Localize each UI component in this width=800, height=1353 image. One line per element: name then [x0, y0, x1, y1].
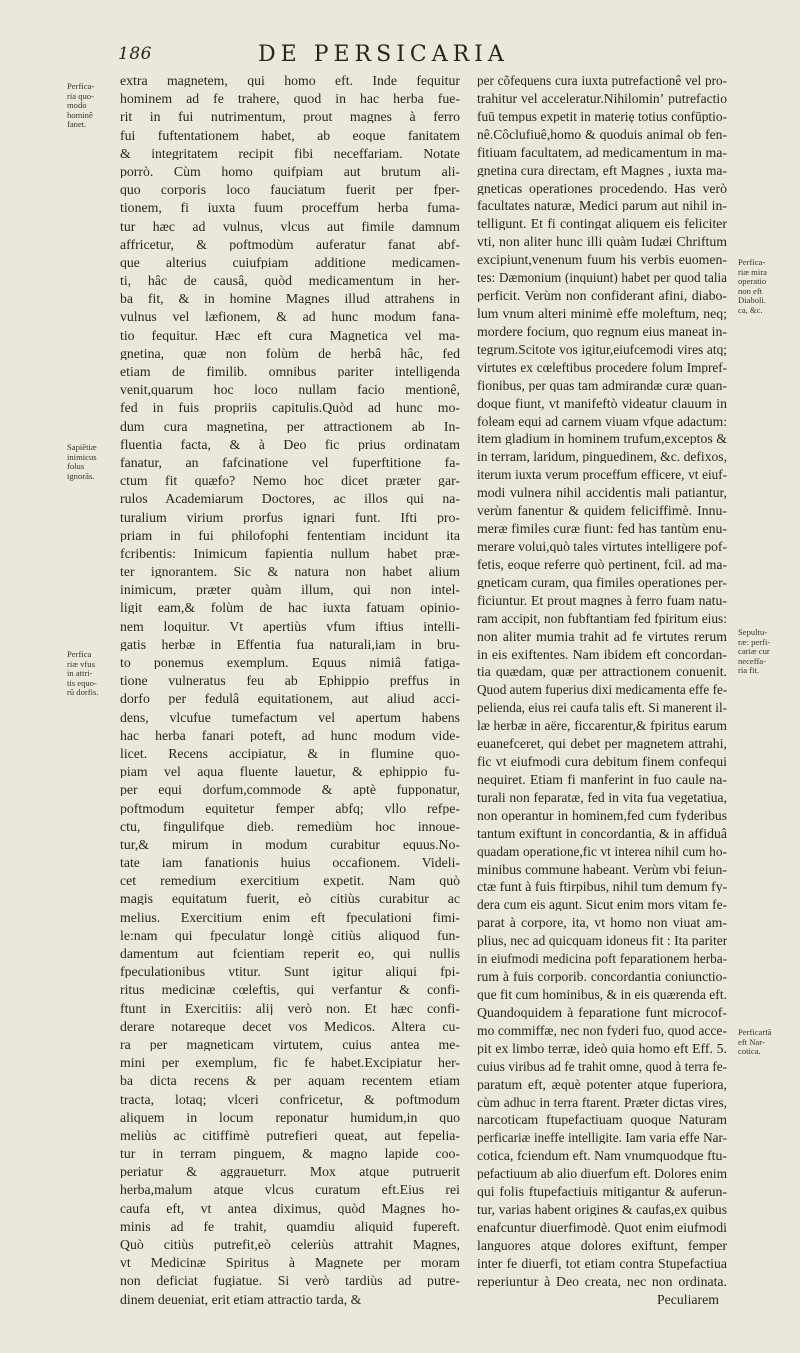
text-line: que alterius cuiufpiam additione medicamen-: [120, 255, 460, 269]
text-line: tur, varias habent origines & caufas,ex quibus: [477, 1203, 727, 1217]
text-line: gnetina cura directam, eft Magnes , iuxta ma-: [477, 163, 727, 177]
text-line: priam in fui philofophi fententiam incidunt ita: [120, 528, 460, 542]
text-line: pefactiuum ab alio diuerfum eft. Dolores enim: [477, 1167, 727, 1181]
text-line: tegrum.Scitote vos igitur,eiufcemodi vires atq;: [477, 342, 727, 356]
text-line: piam vel aqua fluente lauetur, & ephippio fu-: [120, 765, 460, 779]
text-line: fitiuam facultatem, ad medicamentum in ma-: [477, 145, 727, 159]
text-line: per equi dorfum,commode & aptè fupponatur,: [120, 783, 460, 797]
text-line: fetis, eoque referre quò pertinent, fcil. ad ma-: [477, 557, 727, 571]
margin-note-line: Sepultu-: [738, 627, 768, 637]
text-line: ba fit, & in homine Magnes illud attrahens in: [120, 292, 460, 306]
text-line: rulos Academiarum Doctores, ac illos qui na-: [120, 492, 460, 506]
text-line: doque fiunt, vt manifeftò videatur clauum in: [477, 396, 727, 410]
text-line: ftunt in Exercitiis: alij verò non. Et hæc confi-: [120, 1001, 460, 1015]
text-line: ba dicta recens & per aquam recentem etiam: [120, 1074, 460, 1088]
text-line: tantum exiftunt in concordantia, & in affiduâ: [477, 826, 727, 840]
margin-note-line: ræ: perfi-: [738, 636, 771, 647]
text-line: melius. Exercitium enim eft fpeculationi fimi-: [120, 910, 460, 924]
text-line: ficiuntur. Et prout magnes à ferro fuam natu-: [477, 593, 727, 607]
margin-note-line: Perficarīā: [738, 1027, 772, 1037]
text-line: cet remedium exercitium expetit. Nam quò: [120, 874, 460, 888]
text-line: dens, vlcufue tumefactum vel apertum habens: [120, 710, 460, 724]
text-line: meræ fimiles curæ fiunt: fed has tantùm enu-: [477, 522, 727, 536]
text-line: hominem ad fe trahere, quod in hac herba fue-: [120, 92, 460, 106]
text-line: tur hæc ad vulnus, vlcus aut fimile damnum: [120, 219, 460, 233]
text-line: perficariæ ineffe intelligite. Iam varia effe Nar-: [477, 1131, 727, 1145]
margin-note-line: folus: [67, 461, 85, 472]
page-header: [0, 42, 800, 72]
text-line: inimicum, præter quàm illum, qui non intel-: [120, 583, 460, 597]
text-line: tio fequitur. Hæc eft cura Magnetica vel ma-: [120, 328, 460, 342]
text-line: tate iam fanationis huius occafionem. Videli-: [120, 856, 460, 870]
text-line: dinem deueniat, erit etiam attractio tarda, &: [120, 1292, 362, 1306]
text-line: in eiufmodi medicina poft feparationem herba-: [477, 952, 727, 966]
text-line: nequiret. Etiam fi manferint in fuo caule na-: [477, 772, 727, 786]
text-line: non deficiat fugiatue. Si verò tardiùs ad putre-: [120, 1274, 460, 1288]
text-line: tracta, lotaq; vlceri confricetur, & poftmodum: [120, 1092, 460, 1106]
text-line: lum vnum alteri minimè effe moleftum, neq;: [477, 306, 727, 320]
left-margin-note: [67, 650, 119, 698]
text-line: turalium virium prorfus ignari funt. Ifti pro-: [120, 510, 460, 524]
text-line: hac herba fanari poteft, ad hunc modum vide-: [120, 728, 460, 742]
text-line: pit ex limbo terræ, ideò quia homo eft Eff. 5.: [477, 1041, 727, 1055]
text-line: merare volui,quò tales virtutes intelligere pof-: [477, 539, 727, 553]
text-line: tur,& mirum in modum curabitur equus.No-: [120, 837, 460, 851]
text-line: quo corporis loco fauciatum fuerit per fper-: [120, 183, 460, 197]
left-margin-note: [67, 82, 119, 130]
text-line: fuū tempus expetit in materię totius confūptio-: [477, 109, 727, 123]
text-line: extra magnetem, qui homo eft. Inde fequitur: [120, 74, 460, 87]
text-line: pelienda, eius rei caufa talis eft. Si manerent il-: [477, 701, 727, 715]
text-line: gnetina, quæ non folùm de herbâ hâc, fed: [120, 346, 460, 360]
text-line: trahitur vel acceleratur.Nihilominʼ putrefactio: [477, 91, 727, 105]
text-line: tione vulneratus feu ab Ephippio preffus in: [120, 674, 460, 688]
text-line: in eis exiftentes. Nam ibidem eft concordan-: [477, 647, 727, 661]
text-line: minis ad fe trahit, quamdiu aliquid fupereft.: [120, 1219, 460, 1233]
text-line: tionem, fi iuxta fuum proceffum herba fuma-: [120, 201, 460, 215]
text-line: poftmodum equitetur femper abfq; vllo refpe-: [120, 801, 460, 815]
text-line: narcoticam ftupefactiuam quoque Naturam: [477, 1113, 727, 1127]
text-line: ram accipit, non fubftantiam fed fpiritum eius:: [477, 611, 727, 625]
text-line: non aliter mumia trahit ad fe virtutes rerum: [477, 629, 727, 643]
text-line: caufa eft, vt antea diximus, quòd Magnes ho-: [120, 1201, 460, 1215]
margin-note-line: rū dorfis.: [67, 687, 99, 698]
text-line: rit in fui nutrimentum, prout magnes à ferro: [120, 110, 460, 124]
text-line: turali non feparatæ, fed in vita fua vegetatiua,: [477, 790, 727, 804]
text-line: fic vt eiufmodi cura debitum finem confequi: [477, 755, 727, 769]
running-title: DE PERSICARIA: [258, 42, 509, 67]
text-line: gneticas operationes procedendo. Has verò: [477, 181, 727, 195]
text-line: item gladium in hominem trufum,exceptos &: [477, 432, 727, 446]
margin-note-line: non eft: [738, 285, 763, 296]
margin-note-line: Perfica-: [738, 257, 766, 267]
text-line: per cõfequens cura iuxta putrefactionê vel pro-: [477, 74, 727, 87]
margin-note-line: cariæ cur: [738, 646, 770, 657]
text-line: licet. Recens accipiatur, & in flumine quo-: [120, 746, 460, 760]
margin-note-line: tis equo-: [67, 677, 97, 688]
margin-note-line: operatio: [738, 276, 767, 287]
text-line: in terram, laridum, pinguedinem, &c. defixos,: [477, 450, 727, 464]
text-line: meliùs ac citiffimè putrefieri queat, aut fepelia-: [120, 1128, 460, 1142]
margin-note-line: cotica.: [738, 1046, 761, 1057]
text-line: nem loquitur. Vt apertiùs vfum iftius intelli-: [120, 619, 460, 633]
text-line: parat à corpore, ita, vt homo non viuat am-: [477, 916, 727, 930]
text-line: damentum aut fcientiam reperit eo, qui nullis: [120, 947, 460, 960]
text-line: nê.Côclufiuê,homo & quoduis animal ob fen-: [477, 127, 727, 141]
text-line: affricetur, & poftmodùm auferatur fanat abf-: [120, 237, 460, 251]
text-line: facultates naturæ, Medici parum aut nihil in-: [477, 199, 727, 213]
text-line: aliquem in locum reponatur humidum,in quo: [120, 1110, 460, 1124]
text-line: porrò. Cùm homo quifpiam aut brutum ali-: [120, 164, 460, 178]
text-line: ti, hâc de causâ, quòd medicamentum in her-: [120, 274, 460, 288]
text-line: tes: Dæmonium (inquiunt) habet per quod talia: [477, 271, 727, 285]
text-line: paratum eft, æquè potenter atque fuperiora,: [477, 1077, 727, 1091]
text-line: læ herbæ in aëre, ficcarentur,& fpiritus earum: [477, 719, 727, 733]
text-line: excipiunt,venenum fuum his verbis euomen-: [477, 253, 727, 267]
text-line: Peculiarem: [656, 1292, 719, 1306]
text-line: fed in fuis propriis capitulis.Quòd ad hunc mo-: [120, 401, 460, 415]
text-line: foleam equi ad carnem viuam vfque adactum:: [477, 414, 727, 428]
text-line: fluentia facta, & à Deo fic prius ordinatam: [120, 437, 460, 451]
text-line: Quandoquidem à feparatione funt microcof-: [477, 1005, 727, 1019]
text-line: mo commiffæ, nec non fyderi fuo, quod acce-: [477, 1023, 727, 1037]
text-line: vt Medicinæ Spiritus à Magnete per moram: [120, 1256, 460, 1270]
text-line: dorfo per fedulâ equitationem, aut aliud acci-: [120, 692, 460, 706]
margin-note-line: fanet.: [67, 119, 87, 130]
text-line: fionibus, per quas tam admirandæ curæ quan-: [477, 378, 727, 392]
margin-note-line: Perfica: [67, 649, 92, 659]
text-line: virtutes ex cœleftibus procedere folum Impref-: [477, 360, 727, 374]
margin-note-line: riæ mira: [738, 266, 767, 277]
right-margin-note: [738, 258, 794, 316]
text-line: fcribentis: Inimicum fapientia nullum habet præ-: [120, 546, 460, 560]
text-line: languores atque dolores exiftunt, femper: [477, 1238, 727, 1252]
text-line: reperiuntur à Deo creata, nec non ordinata.: [477, 1274, 727, 1288]
text-line: to ponemus exemplum. Equus nimiâ fatiga-: [120, 656, 460, 669]
text-line: ligit eam,& folùm de hac iuxta fatuam opinio-: [120, 601, 460, 615]
text-line: enafcuntur diuerfimodè. Quot enim eiufmodi: [477, 1221, 727, 1234]
text-line: cuius viribus ad fe trahit omne, quod à terra fe-: [477, 1059, 727, 1073]
text-line: magis equitatum fuerit, eò citiùs curabitur ac: [120, 892, 460, 906]
text-line: le:nam qui fpeculatur longè citiùs aliquod fun-: [120, 928, 460, 942]
text-line: ctæ funt à fuis ftirpibus, nihil tum demum fy-: [477, 880, 727, 894]
text-line: qui folis ftupefactiuis mitigantur & auferun-: [477, 1185, 727, 1199]
text-line: dera cum eis agunt. Sicut enim mors vitam fe-: [477, 898, 727, 912]
text-line: telligunt. Et fi contingat aliquem eis feliciter: [477, 217, 727, 231]
margin-note-line: Perfica-: [67, 81, 95, 91]
text-line: que fit cum hominibus, & in eis quærenda eft.: [477, 988, 727, 1002]
text-line: minibus commune habeant. Verùm vbi feiun-: [477, 862, 727, 876]
text-line: plius, nec ad quicquam idoneus fit : Ita pariter: [477, 934, 727, 948]
text-line: etiam de fimilib. omnibus pariter intelligenda: [120, 365, 460, 378]
text-line: ritus medicinæ cœleftis, qui verfantur & confi-: [120, 983, 460, 997]
text-line: fui fuftentationem habet, ab eoque fanitatem: [120, 128, 460, 142]
margin-note-line: riæ vfus: [67, 658, 95, 669]
margin-note-line: ria fit.: [738, 665, 759, 676]
text-line: ctum fit quæfo? Nemo hoc dicet præter gar-: [120, 474, 460, 488]
text-line: herba,malum atque vlcus curatum eft.Eius rei: [120, 1183, 460, 1197]
text-line: tur in terram pinguem, & magno lapide coo-: [120, 1147, 460, 1161]
text-line: Quod autem fuperius dixi medicamenta effe fe-: [477, 683, 727, 697]
left-text-column: [120, 74, 460, 1306]
text-line: cotica, fciendum eft. Nam vnumquodque ftu-: [477, 1149, 727, 1163]
text-line: dum cura magnetina, per attractionem ab In-: [120, 419, 460, 433]
text-line: derare notareque decet vos Medicos. Altera cu-: [120, 1019, 460, 1033]
left-margin-note: [67, 443, 119, 481]
page-number: 186: [118, 44, 152, 64]
margin-note-line: ignorās.: [67, 470, 95, 481]
margin-note-line: neceffa-: [738, 655, 766, 666]
text-line: tia quædam, quæ per attractionem conuenit.: [477, 665, 727, 679]
text-line: periatur & aggraueturr. Mox atque putruerit: [120, 1165, 460, 1179]
text-line: ra per magneticam virtutem, cuius antea me-: [120, 1037, 460, 1051]
text-line: mini per exemplum, fic fe habet.Excipiatur her-: [120, 1056, 460, 1070]
text-line: perficit. Verùm non confiderant afini, diabo-: [477, 289, 727, 303]
text-line: vti, non aliter hunc illi quàm Iudæi Chriftum: [477, 235, 727, 249]
text-line: vulnus vel læfionem, & ad hunc modum fana-: [120, 310, 460, 324]
text-line: mordere focium, quo regnum eius maneat in-: [477, 324, 727, 338]
text-line: & integritatem recipit fibi neceffariam. Notate: [120, 146, 460, 160]
text-line: fpeculationibus vtitur. Sunt igitur aliqui fpi-: [120, 965, 460, 979]
text-line: ter ignorantem. Sic & natura non habet alium: [120, 565, 460, 579]
margin-note-line: modo: [67, 100, 87, 111]
margin-note-line: Sapiētiæ: [67, 442, 97, 452]
text-line: modi vulnera nihil accidentis mali patiantur,: [477, 486, 727, 500]
right-margin-note: [738, 628, 794, 676]
right-margin-note: [738, 1028, 794, 1057]
margin-note-line: Diaboli.: [738, 295, 766, 306]
text-line: fanatur, an fafcinatione vel fuperftitione fa-: [120, 455, 460, 469]
text-line: iterum iuxta verum proceffum efficere, vt eiuf-: [477, 468, 727, 482]
text-line: inter fe diuerfi, tot etiam contra Stupefactiua: [477, 1256, 727, 1270]
text-line: venit,quarum hoc loco nullam facio mentionê,: [120, 383, 460, 397]
right-text-column: [477, 74, 727, 1306]
text-line: non operantur in hominem,fed cum fyderibus: [477, 808, 727, 822]
text-line: gatis herbæ in Effentia fua naturali,iam in bru-: [120, 637, 460, 651]
margin-note-line: ca, &c.: [738, 304, 763, 315]
margin-note-line: in attri-: [67, 668, 93, 679]
text-line: euanefceret, qui debet per magnetem attrahi,: [477, 737, 727, 751]
text-line: ctu, fingulifque dieb. remediùm hoc innoue-: [120, 819, 460, 833]
text-line: rum à fuis corporib. concordantia coniunctio-: [477, 970, 727, 984]
text-line: cùm adhuc in terra ftarent. Præter dictas vires,: [477, 1095, 727, 1109]
margin-note-line: hominê: [67, 109, 93, 120]
text-line: gneticam curam, qua fimiles operationes per-: [477, 575, 727, 589]
margin-note-line: ria quo-: [67, 90, 94, 101]
text-line: verùm fanentur & quidem feliciffimè. Innu-: [477, 504, 727, 518]
text-line: quadam operatione,fic vt interea nihil cum ho-: [477, 844, 727, 858]
margin-note-line: eft Nar-: [738, 1036, 765, 1047]
margin-note-line: inimicus: [67, 451, 97, 462]
text-line: Quò citiùs putrefit,eò celeriùs attrahit Magnes,: [120, 1238, 460, 1251]
